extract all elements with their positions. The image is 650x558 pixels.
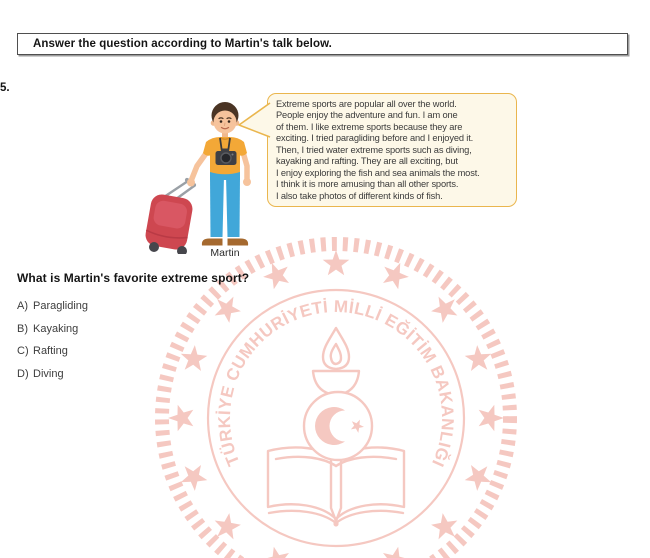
option-text: Kayaking: [33, 322, 79, 335]
seal-separator-dot: •: [332, 514, 340, 534]
meb-watermark-seal: [126, 208, 546, 558]
open-book-icon: [268, 447, 404, 523]
character-caption: Martin: [210, 247, 240, 259]
option-a: [17, 299, 88, 313]
question-number: 5.: [0, 82, 10, 94]
options-list: [17, 299, 88, 381]
option-letter: B): [17, 322, 28, 335]
rope-ring: [162, 244, 510, 558]
torch-icon: [313, 328, 359, 521]
option-c: [17, 344, 88, 358]
crescent-star-icon: [304, 392, 372, 460]
option-d: [17, 367, 88, 381]
option-letter: A): [17, 300, 28, 312]
option-text: Rafting: [33, 345, 68, 358]
question-text: What is Martin's favorite extreme sport?: [17, 271, 250, 285]
speech-line: Then, I tried water extreme sports such as diving,: [276, 144, 472, 155]
seal-inner-circle: [208, 290, 464, 546]
speech-bubble-tail: [237, 102, 271, 144]
speech-line: kayaking and rafting. They are all exciting, but: [276, 156, 458, 167]
seal-circular-text: TÜRKİYE CUMHURİYETİ MİLLİ EĞİTİM BAKANLIĞI: [214, 296, 458, 470]
speech-line: People enjoy the adventure and fun. I am one: [276, 110, 458, 121]
option-letter: C): [17, 345, 29, 358]
speech-line: I also take photos of different kinds of fish.: [276, 190, 443, 201]
star-ring: [168, 250, 504, 558]
speech-line: of them. I like extreme sports because they are: [276, 121, 463, 132]
speech-line: I enjoy exploring the fish and sea animals the most.: [276, 167, 480, 178]
speech-bubble: [267, 93, 517, 207]
option-text: Paragliding: [33, 300, 89, 312]
speech-line: exciting. I tried paragliding before and I enjoyed it.: [276, 133, 474, 144]
option-b: [17, 322, 88, 336]
option-text: Diving: [33, 367, 64, 380]
instruction-text: Answer the question according to Martin's talk below.: [33, 38, 332, 50]
speech-line: I think it is more amusing than all other sports.: [276, 179, 459, 190]
suitcase-icon: [144, 180, 194, 254]
option-letter: D): [17, 367, 29, 380]
instruction-box: [17, 33, 628, 55]
speech-line: Extreme sports are popular all over the world.: [276, 99, 457, 109]
